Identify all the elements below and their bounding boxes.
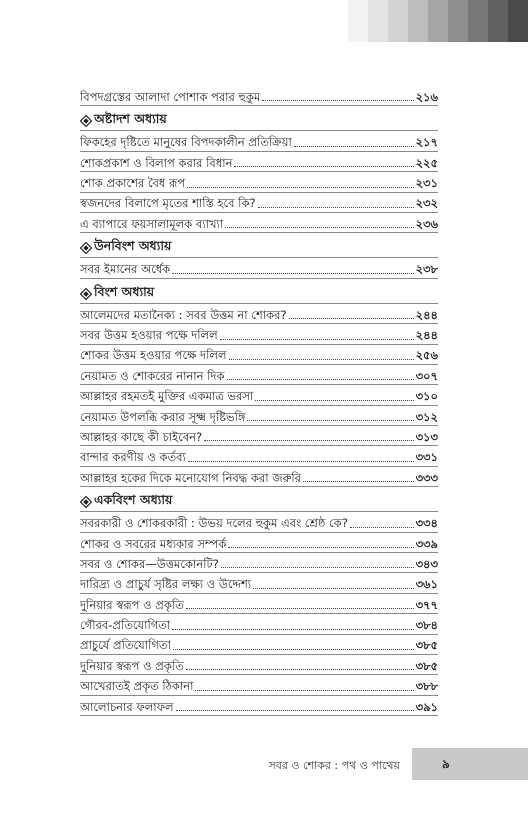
- toc-entry[interactable]: [80, 258, 438, 278]
- toc-entry-page: ২২৫: [415, 155, 438, 170]
- dot-leader: [220, 339, 414, 340]
- toc-entry-page: ২৩৬: [415, 216, 438, 231]
- dot-leader: [303, 481, 414, 482]
- toc-entry[interactable]: [80, 304, 438, 324]
- toc-entry-page: ২৪৪: [415, 328, 438, 343]
- footer-page-number: ৯: [412, 748, 528, 780]
- toc-intro: [80, 86, 438, 106]
- toc-entry-page: ৩৩১: [415, 450, 438, 465]
- toc-entry[interactable]: [80, 86, 438, 106]
- dot-leader: [229, 359, 414, 360]
- dot-leader: [176, 710, 414, 711]
- header-bar: [488, 0, 508, 42]
- toc-entry-page: ২৩৮: [415, 262, 438, 277]
- dot-leader: [227, 379, 414, 380]
- dot-leader: [225, 227, 413, 228]
- dot-leader: [172, 629, 413, 630]
- toc-entry[interactable]: [80, 655, 438, 675]
- dot-leader: [255, 400, 413, 401]
- toc-entry[interactable]: [80, 365, 438, 385]
- toc-entry[interactable]: [80, 553, 438, 573]
- toc-entry[interactable]: [80, 193, 438, 213]
- toc-entry-title: গৌরব-প্রতিযোগিতা: [80, 618, 171, 633]
- toc-entry[interactable]: [80, 614, 438, 634]
- toc-entry-title: সবর ও শোকর—উত্তমকোনটি?: [80, 556, 219, 571]
- toc-entry-title: আলেমদের মতানৈক্য : সবর উত্তম না শোকর?: [80, 307, 287, 322]
- toc-entry-title: সবর ইমানের অর্ধেক: [80, 262, 171, 277]
- toc-entry-title: এ ব্যাপারে ফয়সালামূলক ব্যাখ্যা: [80, 216, 224, 231]
- chapter-heading: [80, 112, 438, 131]
- toc-entry[interactable]: [80, 533, 438, 553]
- header-bar: [368, 0, 388, 42]
- toc-entry-page: ৩১২: [415, 409, 438, 424]
- dot-leader: [186, 669, 414, 670]
- dot-leader: [187, 187, 413, 188]
- toc-entry-page: ২৪৪: [415, 307, 438, 322]
- toc-entry-title: দারিদ্র্য ও প্রাচুর্য সৃষ্টির লক্ষ্য ও উদ্দেশ্য: [80, 577, 252, 592]
- dot-leader: [258, 207, 414, 208]
- toc-entry[interactable]: [80, 675, 438, 695]
- toc-entry-page: ৩৯১: [415, 699, 438, 714]
- chapter-heading-text: বিংশ অধ্যায়: [94, 283, 155, 299]
- toc-entry-page: ৩০৭: [415, 368, 438, 383]
- page-footer: [0, 748, 528, 780]
- toc-entry-title: দুনিয়ার স্বরূপ ও প্রকৃতি: [80, 597, 184, 612]
- toc-entry[interactable]: [80, 573, 438, 593]
- chapter-heading-text: উনবিংশ অধ্যায়: [94, 238, 172, 254]
- toc-entry[interactable]: [80, 467, 438, 487]
- dot-leader: [172, 273, 413, 274]
- toc-entry-title: শোকর ও সবরের মধ্যকার সম্পর্ক: [80, 536, 227, 551]
- header-bar: [408, 0, 428, 42]
- dot-leader: [186, 608, 414, 609]
- toc-entry-page: ৩৬১: [415, 577, 438, 592]
- toc-entry-title: আল্লাহর রহমতই মুক্তির একমাত্র ভরসা: [80, 389, 254, 404]
- toc-entry[interactable]: [80, 172, 438, 192]
- toc-entry-page: ৩১৩: [415, 429, 438, 444]
- toc-entry[interactable]: [80, 345, 438, 365]
- chapter-heading-text: একবিংশ অধ্যায়: [94, 492, 173, 508]
- toc-entry-title: আল্লাহর হকের দিকে মনোযোগ নিবদ্ধ করা জরুরি: [80, 470, 302, 485]
- header-bar: [508, 0, 528, 42]
- toc-entry[interactable]: [80, 446, 438, 466]
- dot-leader: [262, 100, 413, 101]
- dot-leader: [204, 440, 413, 441]
- dot-leader: [234, 166, 413, 167]
- toc-entry[interactable]: [80, 385, 438, 405]
- toc-entry-title: দুনিয়ার স্বরূপ ও প্রকৃতি: [80, 658, 184, 673]
- toc-entry[interactable]: [80, 426, 438, 446]
- toc-entry-page: ৩৮৫: [415, 638, 438, 653]
- toc-sections: [80, 112, 438, 716]
- toc-entry[interactable]: [80, 152, 438, 172]
- dot-leader: [195, 690, 413, 691]
- header-bar: [388, 0, 408, 42]
- toc-entry-title: প্রাচুর্যে প্রতিযোগিতা: [80, 638, 171, 653]
- toc-entry[interactable]: [80, 635, 438, 655]
- dot-leader: [253, 588, 413, 589]
- footer-book-title: সবর ও শোকর : পথ ও পাথেয়: [268, 759, 400, 772]
- toc-entry-title: শোকর উত্তম হওয়ার পক্ষে দলিল: [80, 348, 227, 363]
- toc-entry-title: সবরকারী ও শোকরকারী : উভয় দলের হুকুম এবং শ্রেষ্ঠ কে?: [80, 516, 348, 531]
- toc-entry-title: বিপদগ্রস্তের আলাদা পোশাক পরার হুকুম: [80, 89, 261, 104]
- toc-entry[interactable]: [80, 324, 438, 344]
- dot-leader: [188, 461, 414, 462]
- chapter-heading: [80, 285, 438, 304]
- toc-entry-title: সবর উত্তম হওয়ার পক্ষে দলিল: [80, 328, 218, 343]
- toc-entry-page: ৩৩৩: [415, 470, 438, 485]
- toc-entry[interactable]: [80, 213, 438, 233]
- table-of-contents: [80, 86, 438, 716]
- diamond-ornament-icon: [80, 288, 92, 300]
- toc-entry[interactable]: [80, 512, 438, 532]
- dot-leader: [228, 547, 413, 548]
- chapter-heading-text: অষ্টাদশ অধ্যায়: [94, 111, 167, 127]
- toc-entry-title: নেয়ামত উপলব্ধি করার সূক্ষ্ম দৃষ্টিভঙ্গি: [80, 409, 246, 424]
- toc-entry-title: ফিকহের দৃষ্টিতে মানুষের বিপদকালীন প্রতিক্রিয়া: [80, 135, 292, 150]
- toc-entry-title: আখেরাতই প্রকৃত ঠিকানা: [80, 679, 194, 694]
- header-bar: [448, 0, 468, 42]
- dot-leader: [247, 420, 413, 421]
- header-bar: [428, 0, 448, 42]
- toc-entry-page: ৩৪৩: [415, 556, 438, 571]
- toc-entry-page: ২৩২: [415, 196, 438, 211]
- toc-entry-title: শোক প্রকাশের বৈধ রূপ: [80, 176, 186, 191]
- toc-entry-page: ৩৭৭: [415, 597, 438, 612]
- chapter-heading: [80, 239, 438, 258]
- dot-leader: [221, 567, 414, 568]
- dot-leader: [289, 318, 414, 319]
- dot-leader: [173, 649, 414, 650]
- toc-entry-title: শোকপ্রকাশ ও বিলাপ করার বিধান: [80, 155, 233, 170]
- toc-entry-page: ৩৩৪: [415, 516, 438, 531]
- toc-entry-page: ২৩১: [415, 176, 438, 191]
- toc-entry-title: নেয়ামত ও শোকরের নানান দিক: [80, 368, 225, 383]
- toc-entry-page: ৩৮৫: [415, 658, 438, 673]
- dot-leader: [294, 146, 414, 147]
- diamond-ornament-icon: [80, 496, 92, 508]
- toc-entry[interactable]: [80, 406, 438, 426]
- toc-entry-title: বান্দার করণীয় ও কর্তব্য: [80, 450, 186, 465]
- diamond-ornament-icon: [80, 242, 92, 254]
- header-bar: [348, 0, 368, 42]
- toc-entry-page: ৩৮৮: [415, 679, 438, 694]
- header-bar: [468, 0, 488, 42]
- toc-entry[interactable]: [80, 131, 438, 151]
- toc-entry-page: ২৫৬: [415, 348, 438, 363]
- toc-entry-page: ২১৭: [415, 135, 438, 150]
- toc-entry[interactable]: [80, 696, 438, 716]
- toc-entry-title: আল্লাহর কাছে কী চাইবেন?: [80, 429, 203, 444]
- toc-entry-title: স্বজনদের বিলাপে মৃতের শাস্তি হবে কি?: [80, 196, 256, 211]
- diamond-ornament-icon: [80, 115, 92, 127]
- toc-entry-title: আলোচনার ফলাফল: [80, 699, 174, 714]
- toc-entry[interactable]: [80, 594, 438, 614]
- toc-entry-page: ৩৩৯: [415, 536, 438, 551]
- chapter-heading: [80, 493, 438, 512]
- header-decoration-bars: [348, 0, 528, 42]
- dot-leader: [350, 527, 414, 528]
- toc-entry-page: ৩১০: [415, 389, 438, 404]
- toc-entry-page: ২১৬: [415, 89, 438, 104]
- toc-entry-page: ৩৮৪: [415, 618, 438, 633]
